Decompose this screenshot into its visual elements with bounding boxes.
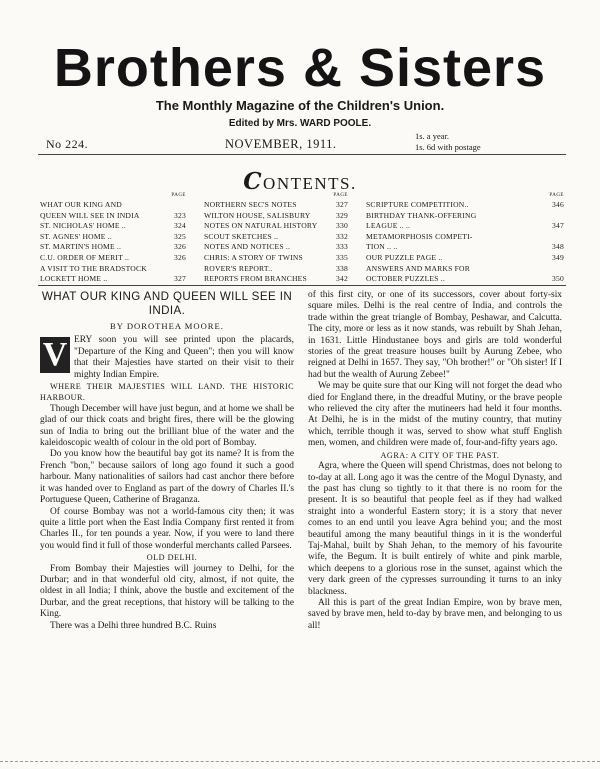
toc-page-label: PAGE	[171, 193, 186, 198]
toc-entry	[204, 211, 348, 222]
toc-entry	[40, 211, 186, 222]
toc-entry-title: NOTES ON NATURAL HISTORY	[204, 221, 318, 231]
toc-entry	[204, 242, 348, 253]
masthead-title: Brothers & Sisters	[53, 38, 547, 98]
toc-entry	[40, 221, 186, 232]
header-rule	[38, 154, 566, 155]
article-headline: WHAT OUR KING AND QUEEN WILL SEE IN INDIA.	[41, 290, 293, 317]
article-column-left	[40, 290, 294, 632]
toc-entry-title: LOCKETT HOME ..	[40, 274, 108, 284]
toc-entry-title: C.U. ORDER OF MERIT ..	[40, 252, 130, 262]
price-info	[415, 131, 481, 153]
toc-entry-title: LEAGUE .. ..	[366, 221, 411, 231]
toc-entry-title: CHRIS: A STORY OF TWINS	[204, 252, 303, 262]
toc-entry	[366, 211, 564, 222]
toc-entry-page: 327	[174, 274, 186, 284]
toc-page-label: PAGE	[549, 193, 564, 198]
toc-entry-page: 347	[552, 221, 564, 231]
toc-entry-title: ST. MARTIN'S HOME ..	[40, 242, 122, 252]
article-paragraph: Do you know how the beautiful bay got its name? It is from the French "bon," because sailors of long ago found it such a good harbour. Many nationalities of sailors had cast anchor there before it was handed over to England as part of the dowry of Charles II.'s Portuguese Queen, Catherine of Braganza.	[40, 449, 294, 506]
toc-entry	[204, 274, 348, 285]
article-paragraph: We may be quite sure that our King will not forget the dead who died for England there, in the dreadful Mutiny, or the brave people who relieved the city after the mutineers had held it four months. At Delhi, he is in the midst of the mutiny country, that mutiny which, terrible though it was, served to show what stuff English men, women, and children were made of, four-and-fifty years ago.	[308, 381, 562, 449]
toc-entry-page: 346	[552, 200, 564, 209]
toc-entry-title: A VISIT TO THE BRADSTOCK	[40, 263, 147, 273]
issue-number: No 224.	[46, 137, 89, 151]
toc-entry-title: WHAT OUR KING AND	[40, 200, 122, 209]
toc-entry-page: 323	[174, 210, 186, 220]
toc-entry-title: OCTOBER PUZZLES ..	[366, 274, 445, 284]
footer-rule	[0, 761, 600, 762]
toc-entry-page: 325	[174, 231, 186, 241]
toc-entry-title: SCRIPTURE COMPETITION..	[366, 200, 469, 209]
toc-entry	[204, 264, 348, 275]
toc-entry	[366, 221, 564, 232]
toc-entry-page: 349	[552, 252, 564, 262]
toc-entry-title: ROVER'S REPORT..	[204, 263, 273, 273]
contents-title-rest: ONTENTS.	[263, 174, 357, 193]
toc-entry-title: ST. AGNES' HOME ..	[40, 231, 112, 241]
toc-entry	[366, 200, 564, 211]
price-line-2: 1s. 6d with postage	[415, 142, 481, 152]
toc-entry-title: WILTON HOUSE, SALISBURY	[204, 210, 311, 220]
toc-entry-page: 326	[174, 242, 186, 252]
toc-entry	[366, 232, 564, 243]
contents-title-cap: C	[243, 168, 264, 195]
article-paragraph: From Bombay their Majesties will journey to Delhi, for the Durbar; and in that wonderful old city, almost, if not quite, the oldest in all India; I think, above the bustle and excitement of the Durbar, and the great receptions, that history will be talking to the King.	[40, 563, 294, 620]
toc-entry-page: 350	[552, 274, 564, 284]
article-column-right	[308, 290, 562, 632]
contents-title	[0, 168, 600, 195]
toc-entry-title: BIRTHDAY THANK-OFFERING	[366, 210, 477, 220]
contents-rule	[38, 285, 566, 286]
toc-entry	[40, 200, 186, 211]
toc-entry	[366, 242, 564, 253]
toc-entry-page: 338	[336, 263, 348, 273]
toc-entry-title: NOTES AND NOTICES ..	[204, 242, 291, 252]
toc-entry-title: ST. NICHOLAS' HOME ..	[40, 221, 127, 231]
toc-entry-page: 342	[336, 274, 348, 284]
drop-cap: V	[40, 337, 70, 373]
toc-entry	[40, 274, 186, 285]
toc-entry-page: 326	[174, 252, 186, 262]
toc-entry-page: 333	[336, 242, 348, 252]
toc-entry-title: ANSWERS AND MARKS FOR	[366, 263, 470, 273]
editor-line: Edited by Mrs. WARD POOLE.	[228, 118, 372, 129]
toc-entry-page: 332	[336, 231, 348, 241]
toc-entry	[204, 200, 348, 211]
toc-entry	[366, 264, 564, 275]
toc-entry	[204, 221, 348, 232]
toc-entry-title: REPORTS FROM BRANCHES	[204, 274, 307, 284]
toc-page-label: PAGE	[333, 193, 348, 198]
toc-entry-title: SCOUT SKETCHES ..	[204, 231, 279, 241]
toc-entry	[40, 232, 186, 243]
toc-column-1	[40, 192, 186, 285]
toc-entry	[204, 232, 348, 243]
price-line-1: 1s. a year.	[415, 131, 449, 141]
toc-entry	[40, 242, 186, 253]
toc-entry	[40, 264, 186, 275]
section-heading: OLD DELHI.	[146, 553, 198, 563]
toc-entry-title: METAMORPHOSIS COMPETI-	[366, 231, 473, 241]
section-heading: AGRA: A CITY OF THE PAST.	[380, 450, 500, 460]
toc-entry-page: 327	[336, 200, 348, 209]
toc-entry-page: 324	[174, 221, 186, 231]
toc-entry	[366, 274, 564, 285]
article-paragraph: Though December will have just begun, and at home we shall be glad of our thick coats and bright fires, there will be the glowing sun of India to bring out the brilliant blue of the water and the kaleidoscopic wealth of colour in the old port of Bombay.	[40, 403, 294, 449]
article-byline: BY DOROTHEA MOORE.	[110, 321, 224, 331]
toc-column-3	[366, 192, 564, 285]
toc-entry-title: QUEEN WILL SEE IN INDIA	[40, 210, 140, 220]
toc-entry-title: NORTHERN SEC'S NOTES	[204, 200, 297, 209]
toc-entry-page: 348	[552, 242, 564, 252]
article-paragraph: There was a Delhi three hundred B.C. Ruins	[50, 620, 217, 631]
toc-entry-page: 329	[336, 210, 348, 220]
toc-column-2	[204, 192, 348, 285]
article-paragraph: Of course Bombay was not a world-famous city then; it was quite a little port when the East India Company first rented it from Charles II., for ten pounds a year. Now, if you were to land there you would find it full of those wonderful merchants called Parsees.	[40, 506, 294, 551]
masthead-subtitle: The Monthly Magazine of the Children's Union.	[155, 98, 445, 113]
article-paragraph: All this is part of the great Indian Empire, won by brave men, saved by brave men, held to-day by brave men, and belonging to us all!	[308, 597, 562, 631]
toc-entry-page: 335	[336, 252, 348, 262]
article-paragraph: of this first city, or one of its successors, cover about forty-six square miles. Delhi is the real centre of India, and controls the trade within the great triangle of Bombay, Peshawar, and Calcutta. The city, more or less as it now stands, was rebuilt by Shah Jehan, in 1631. Little Hindustanee boys and girls are told wonderful stories of the great treasure houses built by Aurung Zebee, who reigned at Delhi in 1657. They say, "Oh brother!" or "Oh sister! If I had but the wealth of Aurung Zebee!"	[308, 290, 562, 380]
toc-entry	[366, 253, 564, 264]
article-paragraph: Agra, where the Queen will spend Christmas, does not belong to to-day at all. Long ago it was the centre of the Mogul Dynasty, and the past has clung so tightly to it that there is no room for the present. It is so beautiful that people feel as if they had walked straight into a wonderful Eastern story; it is a story that never comes to an end until you leave Agra behind you; and the most beautiful among the many beautiful things in it is the wonderful Taj-Mahal, built by Shah Jehan, to the memory of his favourite wife, the Begum. It is built entirely of white and pink marble, which deepens to a glorious rose in the sunset, against which the very dark green of the cypresses surrounding it turns to an inky blackness.	[308, 461, 562, 597]
toc-entry-title: OUR PUZZLE PAGE ..	[366, 252, 443, 262]
toc-entry-title: TION .. ..	[366, 242, 398, 252]
issue-date: NOVEMBER, 1911.	[225, 137, 337, 151]
section-heading: WHERE THEIR MAJESTIES WILL LAND. THE HISTORIC HARBOUR.	[40, 382, 294, 403]
toc-entry	[204, 253, 348, 264]
article-paragraph: V ERY soon you will see printed upon the placards, "Departure of the King and Queen"; then you will know that their Majesties have started on their visit to their mighty Indian Empire.	[40, 335, 294, 381]
toc-entry-page: 330	[336, 221, 348, 231]
toc-entry	[40, 253, 186, 264]
